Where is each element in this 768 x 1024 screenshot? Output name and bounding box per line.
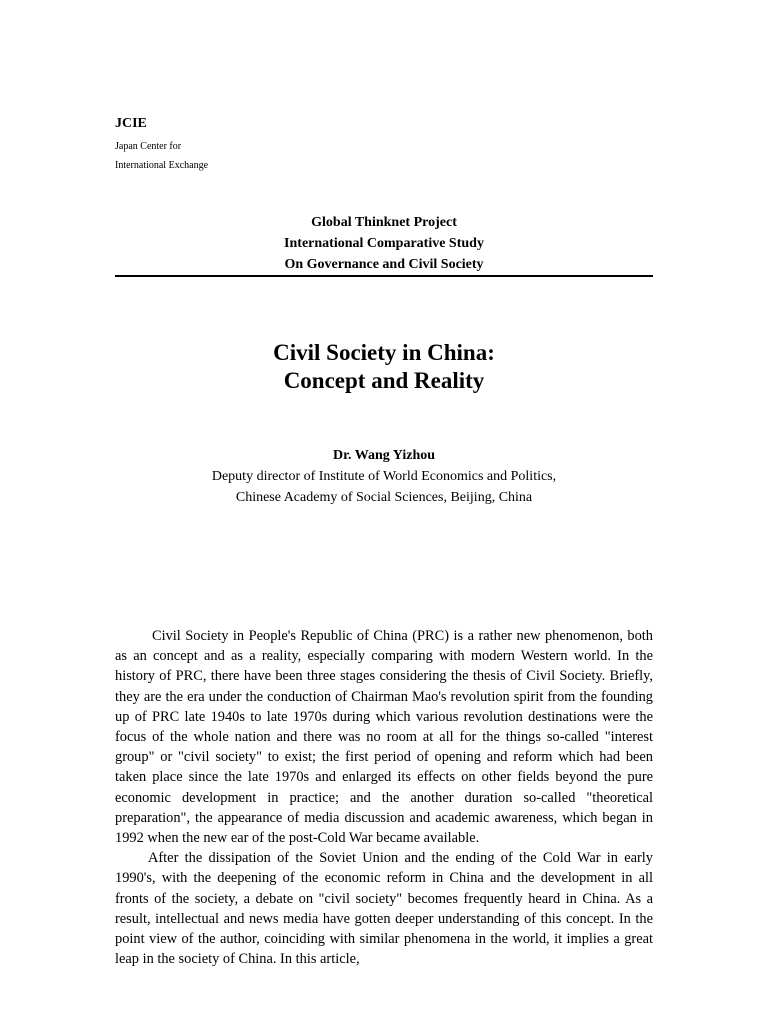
paper-title — [115, 339, 653, 395]
organization-name-line-2: International Exchange — [115, 160, 209, 171]
project-heading — [115, 212, 653, 275]
project-name: Global Thinknet Project — [311, 215, 457, 230]
organization-header — [115, 115, 208, 175]
header-divider — [115, 275, 653, 277]
author-affiliation-line-2: Chinese Academy of Social Sciences, Beijing, China — [235, 490, 533, 505]
project-study: International Comparative Study — [284, 236, 484, 251]
author-affiliation-line-1: Deputy director of Institute of World Economics and Politics, — [211, 469, 557, 484]
author-block — [115, 445, 653, 508]
author-name: Dr. Wang Yizhou — [332, 448, 436, 463]
title-line-2: Concept and Reality — [283, 368, 485, 393]
body-paragraph-1: Civil Society in People's Republic of China (PRC) is a rather new phenomenon, both as an concept and as a reality, especially comparing with modern Western world. In the history of PRC, there have been three stages considering the thesis of Civil Society. Briefly, they are the era under the conduction of Chairman Mao's revolution spirit from the founding up of PRC late 1940s to late 1970s during which various revolution destinations were the focus of the whole nation and there was no room at all for the things so-called "interest group" or "civil society" to exist; the first period of opening and reform which had been taken place since the late 1970s and enlarged its effects on other fields beyond the pure economic development in practice; and the another duration so-called "theoretical preparation", the appearance of media discussion and academic awareness, which began in 1992 when the new ear of the post-Cold War became available. — [115, 628, 653, 847]
organization-abbreviation: JCIE — [115, 116, 147, 131]
project-topic: On Governance and Civil Society — [284, 257, 484, 272]
body-text — [115, 626, 653, 969]
organization-name-line-1: Japan Center for — [115, 141, 182, 152]
title-line-1: Civil Society in China: — [273, 340, 495, 365]
body-paragraph-2: After the dissipation of the Soviet Union and the ending of the Cold War in early 1990's, with the deepening of the economic reform in China and the development in all fronts of the society, a debate on "civil society" becomes frequently heard in China. As a result, intellectual and news media have gotten deeper understanding of this concept. In the point view of the author, coinciding with similar phenomena in the world, it implies a great leap in the society of China. In this article, — [115, 850, 653, 968]
